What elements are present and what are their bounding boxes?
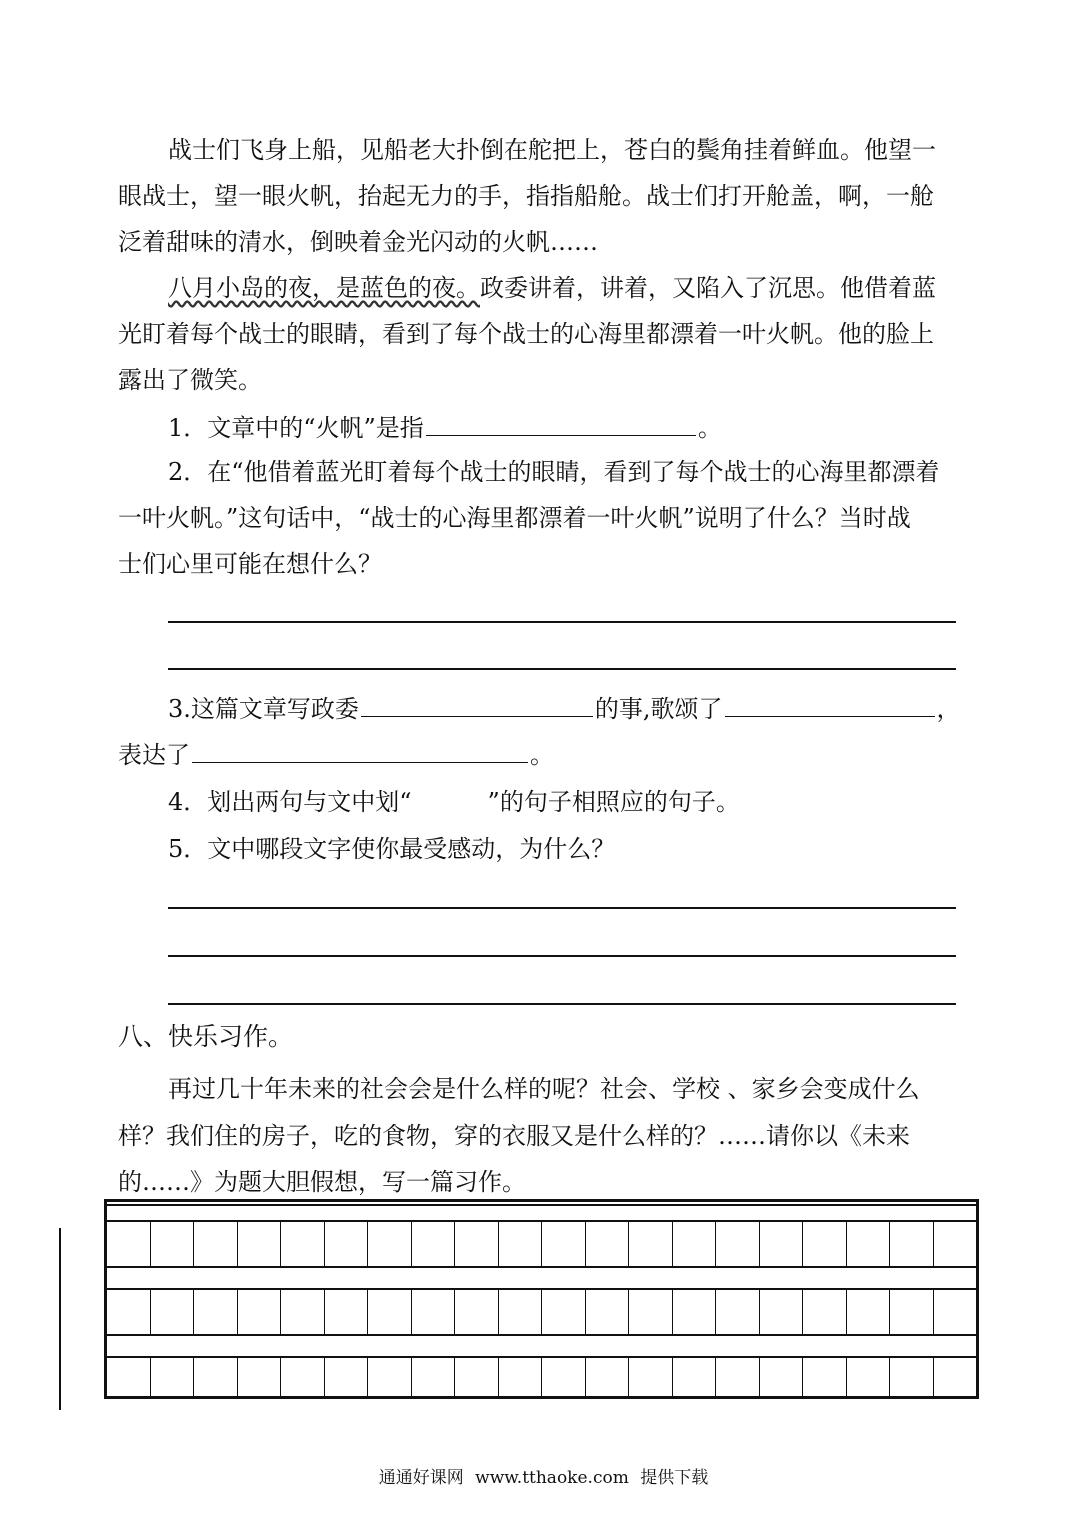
prompt-line: 的……》为题大胆假想，写一篇习作。 [118,1168,526,1196]
question-1-end: 。 [697,414,722,442]
grid-cell[interactable] [715,1358,759,1396]
grid-cell[interactable] [889,1290,933,1334]
margin-bar [59,1228,61,1410]
passage-line: 光盯着每个战士的眼睛，看到了每个战士的心海里都漂着一叶火帆。他的脸上 [118,320,934,348]
grid-cell[interactable] [193,1358,237,1396]
grid-cell[interactable] [280,1222,324,1266]
grid-cell[interactable] [237,1222,281,1266]
question-4-text: ”的句子相照应的句子。 [487,788,740,816]
grid-cell[interactable] [150,1358,194,1396]
passage-text: 政委讲着，讲着，又陷入了沉思。他借着蓝 [480,274,936,302]
question-3-text: 的事,歌颂了 [594,695,723,723]
grid-cell[interactable] [107,1358,150,1396]
grid-cell[interactable] [454,1222,498,1266]
grid-cell[interactable] [715,1290,759,1334]
grid-cell[interactable] [889,1222,933,1266]
passage-line: 战士们飞身上船，见船老大扑倒在舵把上，苍白的鬓角挂着鲜血。他望一 [168,136,936,164]
grid-row [107,1222,976,1266]
grid-cell[interactable] [672,1358,716,1396]
grid-cell[interactable] [324,1290,368,1334]
passage-line: 眼战士，望一眼火帆，抬起无力的手，指指船舱。战士们打开舱盖，啊，一舱 [118,182,934,210]
grid-cell[interactable] [933,1290,977,1334]
footer-note: 提供下载 [640,1468,709,1488]
grid-cell[interactable] [759,1358,803,1396]
answer-blank[interactable] [361,692,593,717]
grid-cell[interactable] [107,1222,150,1266]
grid-cell[interactable] [628,1290,672,1334]
grid-cell[interactable] [280,1358,324,1396]
prompt-line: 再过几十年未来的社会会是什么样的呢？社会、学校 、家乡会变成什么 [168,1075,920,1103]
grid-cell[interactable] [280,1290,324,1334]
answer-line[interactable] [168,1003,956,1005]
grid-cell[interactable] [367,1358,411,1396]
grid-cell[interactable] [846,1290,890,1334]
grid-cell[interactable] [802,1222,846,1266]
question-1-text: 1．文章中的“火帆”是指 [168,414,424,442]
grid-cell[interactable] [367,1290,411,1334]
passage-line [168,273,936,303]
grid-cell[interactable] [150,1290,194,1334]
wavy-line-sample [412,787,488,811]
grid-cell[interactable] [237,1290,281,1334]
grid-cell[interactable] [150,1222,194,1266]
question-3-end: 。 [530,741,554,769]
grid-cell[interactable] [193,1290,237,1334]
question-3-text: ， [936,695,961,723]
grid-cell[interactable] [454,1358,498,1396]
question-5: 5．文中哪段文字使你最受感动，为什么？ [168,835,616,863]
grid-cell[interactable] [541,1222,585,1266]
grid-cell[interactable] [628,1358,672,1396]
grid-spacer [107,1334,976,1358]
grid-cell[interactable] [933,1222,977,1266]
answer-blank[interactable] [426,411,696,436]
grid-cell[interactable] [541,1290,585,1334]
prompt-line: 样？我们住的房子，吃的食物，穿的衣服又是什么样的？……请你以《未来 [118,1122,910,1150]
answer-line[interactable] [168,955,956,957]
page-footer [0,1463,1087,1488]
grid-cell[interactable] [324,1358,368,1396]
grid-cell[interactable] [672,1222,716,1266]
answer-blank[interactable] [192,738,528,763]
question-2-line: 士们心里可能在想什么？ [118,550,382,578]
grid-spacer [107,1266,976,1290]
grid-cell[interactable] [802,1290,846,1334]
grid-spacer [107,1204,976,1222]
question-1 [168,411,722,443]
grid-cell[interactable] [628,1222,672,1266]
grid-cell[interactable] [498,1222,542,1266]
grid-cell[interactable] [498,1358,542,1396]
answer-line[interactable] [168,907,956,909]
section-heading: 八、快乐习作。 [118,1022,294,1051]
grid-cell[interactable] [324,1222,368,1266]
answer-line[interactable] [168,668,956,670]
grid-cell[interactable] [237,1358,281,1396]
answer-blank[interactable] [725,692,935,717]
writing-grid[interactable] [104,1199,979,1399]
question-2-line: 2．在“他借着蓝光盯着每个战士的眼睛，看到了每个战士的心海里都漂着 [168,458,940,486]
grid-row [107,1358,976,1396]
grid-cell[interactable] [411,1358,455,1396]
passage-line: 露出了微笑。 [118,366,262,394]
grid-cell[interactable] [193,1222,237,1266]
grid-cell[interactable] [846,1222,890,1266]
grid-cell[interactable] [585,1222,629,1266]
grid-cell[interactable] [585,1290,629,1334]
question-4 [168,787,740,817]
grid-cell[interactable] [411,1222,455,1266]
wavy-underlined-sentence: 八月小岛的夜，是蓝色的夜。 [168,274,480,302]
answer-line[interactable] [168,621,956,623]
grid-cell[interactable] [846,1358,890,1396]
grid-cell[interactable] [933,1358,977,1396]
grid-cell[interactable] [759,1290,803,1334]
grid-cell[interactable] [107,1290,150,1334]
grid-cell[interactable] [889,1358,933,1396]
question-4-text: 4．划出两句与文中划“ [168,788,412,816]
grid-cell[interactable] [411,1290,455,1334]
question-3-line-2 [118,738,554,770]
grid-cell[interactable] [367,1222,411,1266]
footer-url[interactable]: www.tthaoke.com [475,1468,629,1488]
grid-cell[interactable] [454,1290,498,1334]
grid-cell[interactable] [802,1358,846,1396]
grid-cell[interactable] [585,1358,629,1396]
grid-cell[interactable] [498,1290,542,1334]
question-3 [168,692,961,724]
grid-cell[interactable] [541,1358,585,1396]
grid-cell[interactable] [759,1222,803,1266]
question-3-text: 3.这篇文章写政委 [168,695,359,723]
grid-cell[interactable] [715,1222,759,1266]
question-3-text: 表达了 [118,741,190,769]
grid-cell[interactable] [672,1290,716,1334]
footer-site: 通通好课网 [378,1468,464,1488]
question-2-line: 一叶火帆。”这句话中，“战士的心海里都漂着一叶火帆”说明了什么？当时战 [118,504,911,532]
passage-line: 泛着甜味的清水，倒映着金光闪动的火帆…… [118,228,598,256]
grid-row [107,1290,976,1334]
